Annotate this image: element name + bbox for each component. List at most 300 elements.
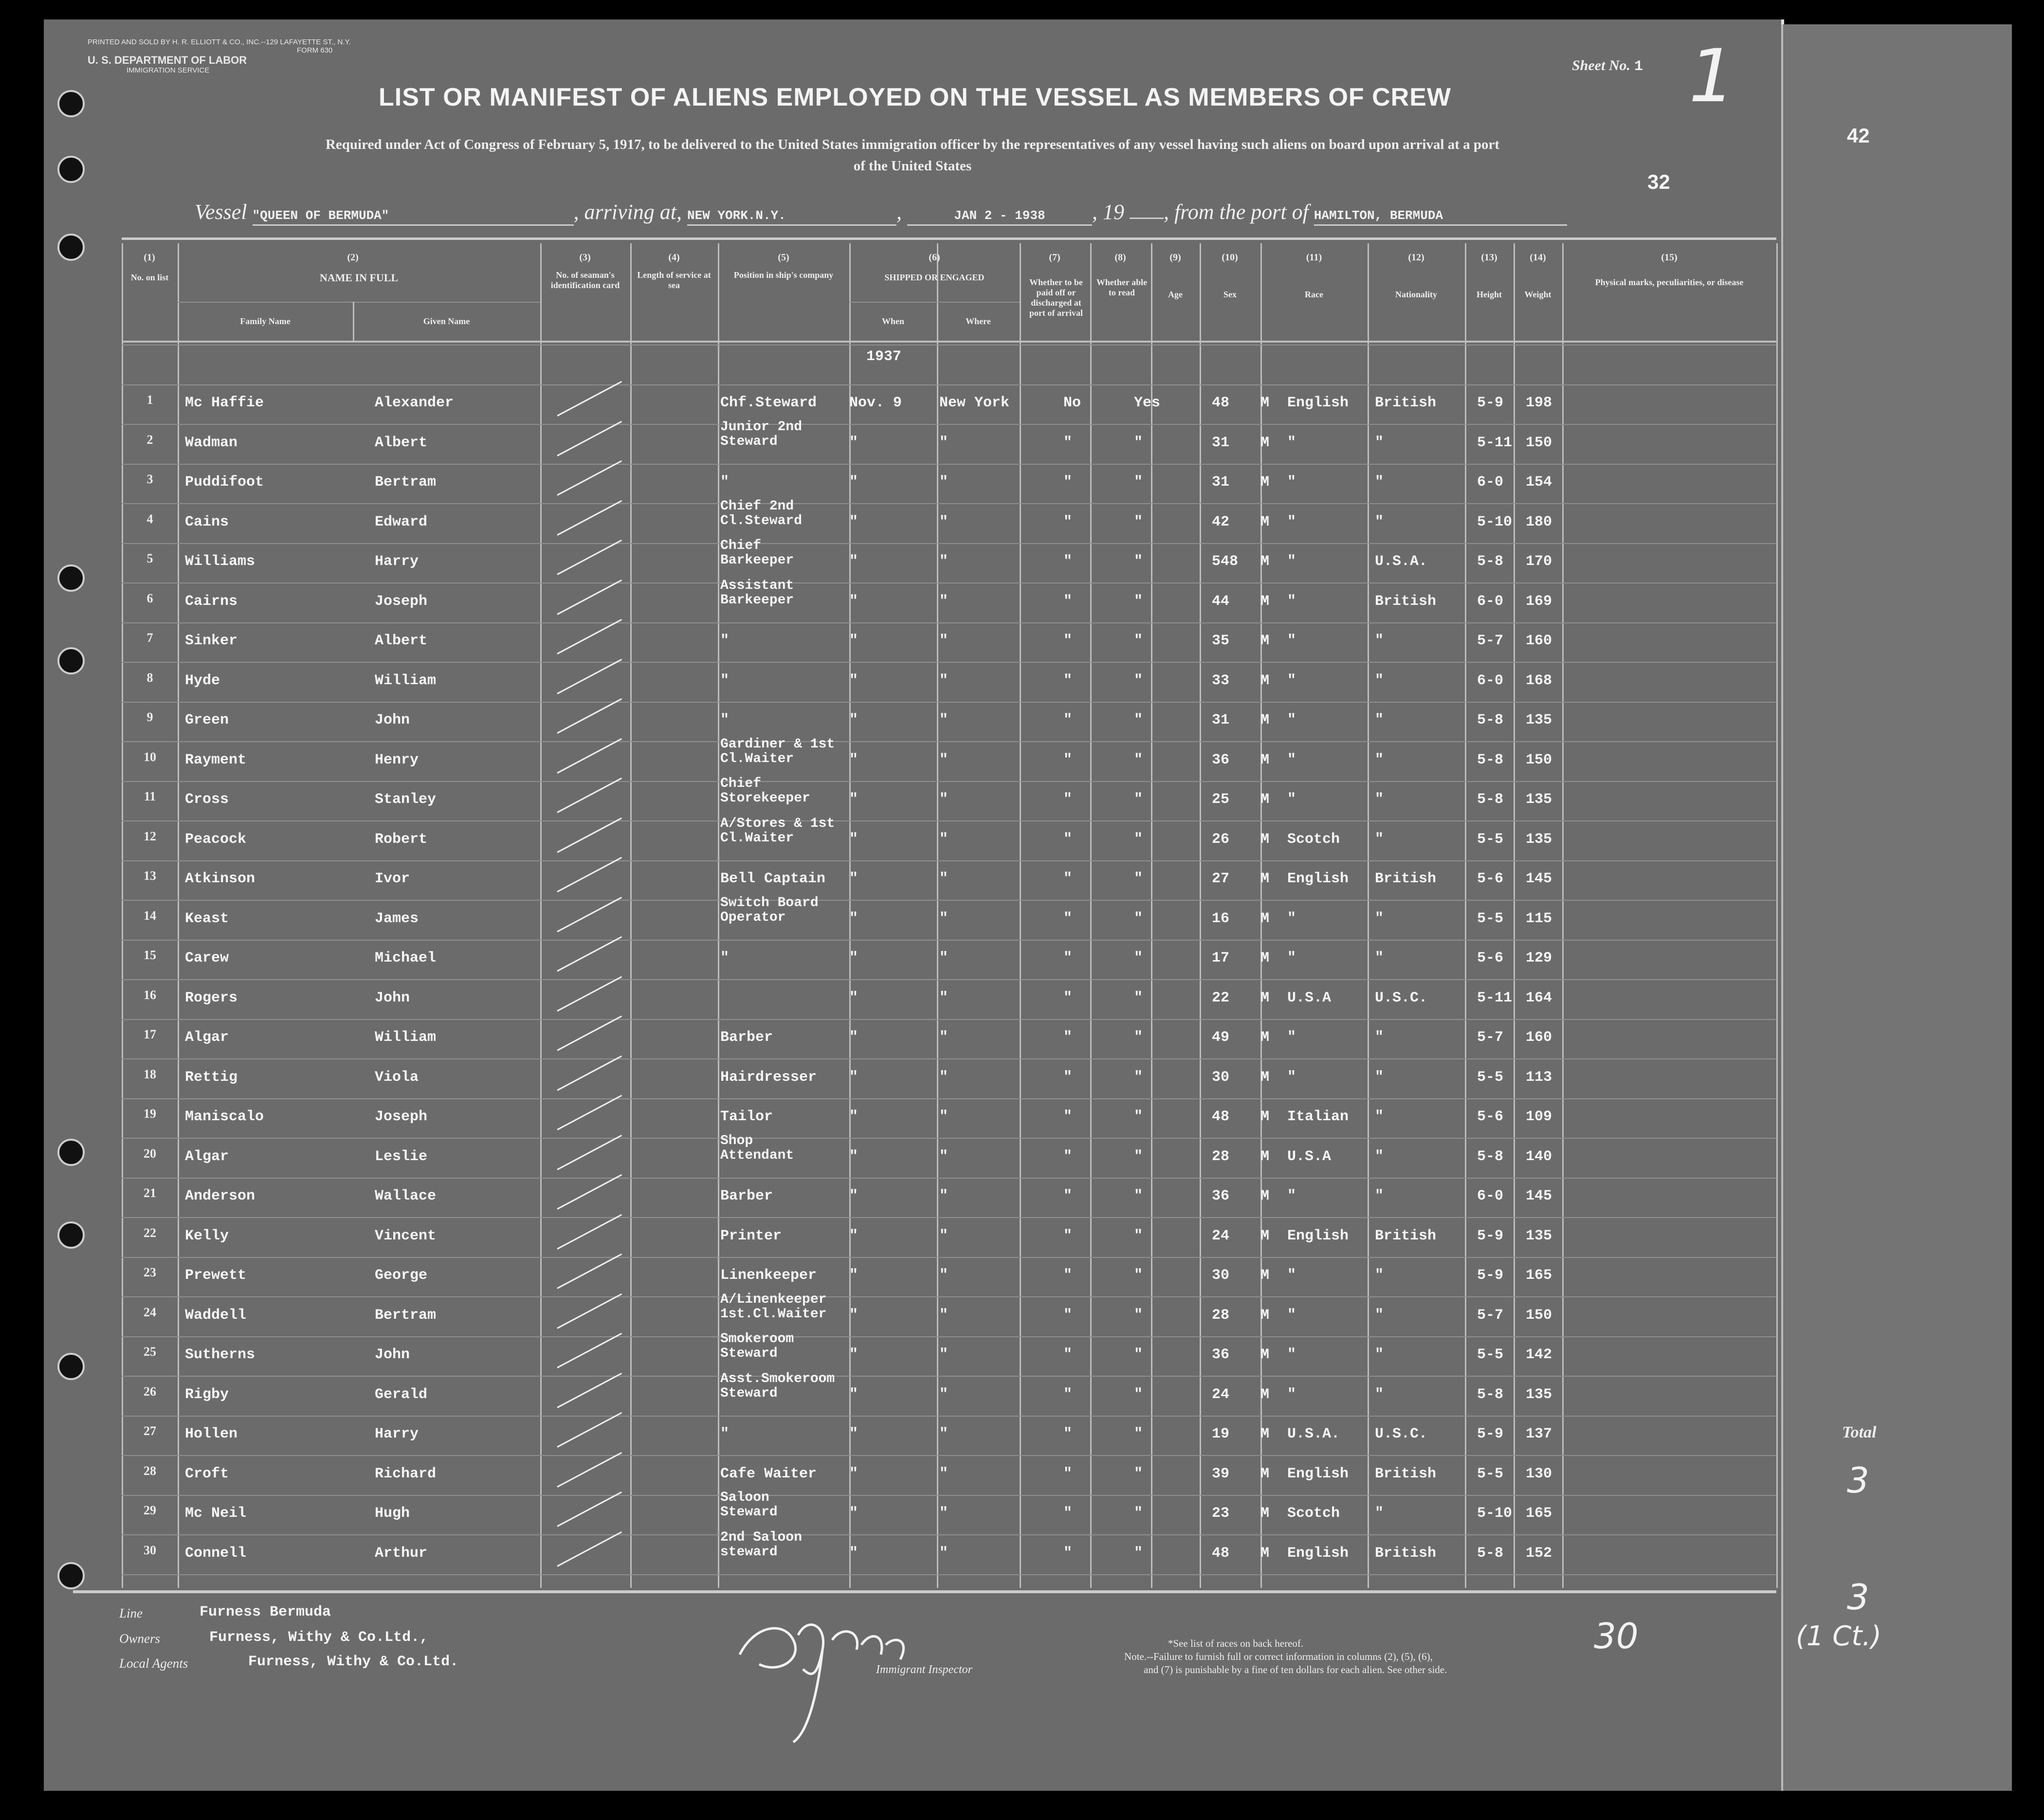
where-cell: " xyxy=(939,1188,949,1204)
paid-off-cell: " xyxy=(1063,910,1073,927)
height-cell: 5-9 xyxy=(1477,1426,1504,1442)
age-cell: 27 xyxy=(1212,871,1230,887)
position-cell-line-2: steward xyxy=(720,1544,778,1560)
age-cell: 28 xyxy=(1212,1148,1230,1165)
table-row xyxy=(122,895,1776,947)
table-row xyxy=(122,1331,1776,1383)
column-header-name-in-full: NAME IN FULL xyxy=(319,272,399,284)
when-cell: " xyxy=(849,910,858,927)
nationality-cell: British xyxy=(1375,593,1437,610)
position-cell: Barber xyxy=(720,1029,773,1046)
family-name-cell: Hollen xyxy=(185,1426,238,1442)
column-header-family-name: Family Name xyxy=(240,316,291,326)
given-name-cell: Joseph xyxy=(375,593,428,610)
family-name-cell: Prewett xyxy=(185,1267,247,1284)
column-number: (13) xyxy=(1481,252,1497,263)
able-to-read-cell: " xyxy=(1134,791,1143,808)
from-label: , from the port of xyxy=(1163,200,1309,224)
height-cell: 5-5 xyxy=(1477,1347,1504,1363)
when-cell: " xyxy=(849,434,858,451)
race-cell: English xyxy=(1287,871,1349,887)
column-number: (9) xyxy=(1169,252,1181,263)
given-name-cell: Harry xyxy=(375,553,419,570)
given-name-cell: James xyxy=(375,910,419,927)
table-row xyxy=(122,538,1776,590)
inspector-signature xyxy=(725,1596,930,1757)
subheader-rule xyxy=(178,302,540,303)
nationality-cell: " xyxy=(1375,474,1384,491)
paid-off-cell: " xyxy=(1063,712,1073,728)
nationality-cell: " xyxy=(1375,434,1384,451)
nationality-cell: " xyxy=(1375,910,1384,927)
page-number-secondary: 32 xyxy=(1647,170,1670,193)
age-cell: 36 xyxy=(1212,1188,1230,1204)
binder-hole xyxy=(57,564,85,592)
sex-cell: M xyxy=(1260,1029,1270,1046)
row-number: 30 xyxy=(144,1543,156,1557)
race-cell: " xyxy=(1287,791,1296,808)
column-header-weight: Weight xyxy=(1524,290,1551,299)
given-name-cell: Viola xyxy=(375,1069,419,1086)
sex-cell: M xyxy=(1260,1109,1270,1125)
height-cell: 5-9 xyxy=(1477,395,1504,411)
paid-off-cell: " xyxy=(1063,474,1073,491)
sex-cell: M xyxy=(1260,791,1270,808)
row-number: 9 xyxy=(146,710,153,724)
able-to-read-cell: " xyxy=(1134,1505,1143,1522)
family-name-cell: Kelly xyxy=(185,1227,229,1244)
able-to-read-cell: " xyxy=(1134,1069,1143,1086)
able-to-read-cell: " xyxy=(1134,672,1143,689)
family-name-cell: Hyde xyxy=(185,672,220,689)
height-cell: 5-8 xyxy=(1477,1545,1504,1562)
where-cell: " xyxy=(939,553,949,570)
owners-value: Furness, Withy & Co.Ltd., xyxy=(209,1629,429,1646)
where-cell: New York xyxy=(939,395,1010,411)
nationality-cell: British xyxy=(1375,1465,1437,1482)
age-cell: 44 xyxy=(1212,593,1230,610)
table-row xyxy=(122,630,1776,670)
height-cell: 5-9 xyxy=(1477,1227,1504,1244)
table-row xyxy=(122,1264,1776,1304)
position-cell: Tailor xyxy=(720,1109,773,1125)
sex-cell: M xyxy=(1260,1426,1270,1442)
race-cell: U.S.A xyxy=(1287,1148,1332,1165)
sex-cell: M xyxy=(1260,1505,1270,1522)
given-name-cell: Michael xyxy=(375,950,437,966)
family-name-cell: Anderson xyxy=(185,1188,256,1204)
table-row xyxy=(122,1463,1776,1503)
when-cell: " xyxy=(849,791,858,808)
department-name: U. S. DEPARTMENT OF LABOR xyxy=(88,54,247,66)
family-name-cell: Atkinson xyxy=(185,871,256,887)
family-name-cell: Rogers xyxy=(185,989,238,1006)
position-cell: " xyxy=(720,712,730,728)
race-cell: " xyxy=(1287,633,1296,649)
handwritten-note: 30 xyxy=(1594,1616,1639,1656)
family-name-cell: Green xyxy=(185,712,229,728)
family-name-cell: Sinker xyxy=(185,633,238,649)
where-cell: " xyxy=(939,593,949,610)
column-header-seaman-card: No. of seaman's identification card xyxy=(550,270,620,290)
inspector-label: Immigrant Inspector xyxy=(876,1663,972,1676)
race-cell: " xyxy=(1287,1307,1296,1324)
race-cell: " xyxy=(1287,553,1296,570)
position-cell-line-1: Gardiner & 1st xyxy=(720,736,835,752)
height-cell: 5-6 xyxy=(1477,950,1504,966)
sex-cell: M xyxy=(1260,950,1270,966)
when-cell: " xyxy=(849,831,858,848)
column-number: (7) xyxy=(1049,252,1060,263)
position-cell-line-1: Switch Board xyxy=(720,895,819,910)
table-row xyxy=(122,1066,1776,1106)
position-cell: Cafe Waiter xyxy=(720,1465,817,1482)
paid-off-cell: " xyxy=(1063,672,1073,689)
weight-cell: 150 xyxy=(1526,1307,1552,1324)
when-cell: " xyxy=(849,1386,858,1403)
position-cell-line-2: Barkeeper xyxy=(720,553,794,568)
position-cell-line-1: Chief 2nd xyxy=(720,498,794,514)
row-number: 19 xyxy=(144,1107,156,1121)
race-cell: " xyxy=(1287,672,1296,689)
family-name-cell: Mc Neil xyxy=(185,1505,247,1522)
paid-off-cell: " xyxy=(1063,1227,1073,1244)
height-cell: 6-0 xyxy=(1477,1188,1504,1204)
table-row xyxy=(122,392,1776,435)
column-number: (12) xyxy=(1408,252,1424,263)
sex-cell: M xyxy=(1260,1386,1270,1403)
height-cell: 5-7 xyxy=(1477,1307,1504,1324)
row-number: 22 xyxy=(144,1225,156,1240)
row-number: 25 xyxy=(144,1345,156,1359)
position-cell-line-1: Junior 2nd xyxy=(720,419,803,435)
position-cell-line-2: Barkeeper xyxy=(720,592,794,608)
when-cell: " xyxy=(849,1029,858,1046)
row-number: 24 xyxy=(144,1305,156,1319)
age-cell: 49 xyxy=(1212,1029,1230,1046)
sheet-label: Sheet No. xyxy=(1572,57,1630,73)
when-cell: " xyxy=(849,1267,858,1284)
when-cell: " xyxy=(849,672,858,689)
weight-cell: 180 xyxy=(1526,513,1552,530)
given-name-cell: William xyxy=(375,672,437,689)
vessel-line: Vessel "QUEEN OF BERMUDA" , arriving at, NEW YORK.N.Y. , JAN 2 - 1938 , 19 , from the port of HAMILTON, BERMUDA xyxy=(195,200,1567,226)
able-to-read-cell: " xyxy=(1134,1545,1143,1562)
race-cell: " xyxy=(1287,1347,1296,1363)
service-name: IMMIGRATION SERVICE xyxy=(127,66,210,74)
form-number: FORM 630 xyxy=(297,46,333,55)
printer-line: PRINTED AND SOLD BY H. R. ELLIOTT & CO., INC.--129 LAFAYETTE ST., N.Y. xyxy=(88,38,351,46)
able-to-read-cell: " xyxy=(1134,989,1143,1006)
position-cell-line-1: Asst.Smokeroom xyxy=(720,1371,835,1386)
row-number: 3 xyxy=(146,472,153,486)
when-cell: " xyxy=(849,513,858,530)
weight-cell: 135 xyxy=(1526,712,1552,728)
given-name-cell: John xyxy=(375,1347,410,1363)
nationality-cell: " xyxy=(1375,1347,1384,1363)
weight-cell: 135 xyxy=(1526,1227,1552,1244)
binder-hole xyxy=(57,647,85,674)
given-name-cell: Ivor xyxy=(375,871,410,887)
subtitle-line-2: of the United States xyxy=(853,158,972,174)
family-name-cell: Peacock xyxy=(185,831,247,848)
weight-cell: 135 xyxy=(1526,791,1552,808)
where-cell: " xyxy=(939,474,949,491)
footer-rule xyxy=(73,1590,1776,1593)
where-cell: " xyxy=(939,712,949,728)
given-name-cell: Robert xyxy=(375,831,428,848)
paid-off-cell: " xyxy=(1063,989,1073,1006)
subtitle-line-1: Required under Act of Congress of February 5, 1917, to be delivered to the United States immigration officer by the representatives of any vessel having such aliens on board upon arrival at a port xyxy=(325,137,1500,152)
binder-hole xyxy=(57,234,85,261)
paid-off-cell: " xyxy=(1063,831,1073,848)
age-cell: 19 xyxy=(1212,1426,1230,1442)
paid-off-cell: " xyxy=(1063,434,1073,451)
able-to-read-cell: " xyxy=(1134,1188,1143,1204)
nationality-cell: British xyxy=(1375,1545,1437,1562)
race-cell: " xyxy=(1287,474,1296,491)
able-to-read-cell: " xyxy=(1134,950,1143,966)
vessel-label: Vessel xyxy=(195,200,247,224)
where-cell: " xyxy=(939,871,949,887)
given-name-cell: Wallace xyxy=(375,1188,437,1204)
paid-off-cell: " xyxy=(1063,1188,1073,1204)
family-name-cell: Williams xyxy=(185,553,256,570)
paid-off-cell: " xyxy=(1063,1069,1073,1086)
sex-cell: M xyxy=(1260,395,1270,411)
nationality-cell: British xyxy=(1375,395,1437,411)
table-row xyxy=(122,776,1776,828)
nationality-cell: " xyxy=(1375,791,1384,808)
where-cell: " xyxy=(939,989,949,1006)
when-cell: " xyxy=(849,950,858,966)
where-cell: " xyxy=(939,633,949,649)
position-cell-line-2: Cl.Waiter xyxy=(720,751,794,766)
given-name-cell: Gerald xyxy=(375,1386,428,1403)
position-cell: " xyxy=(720,474,730,491)
weight-cell: 168 xyxy=(1526,672,1552,689)
height-cell: 5-7 xyxy=(1477,1029,1504,1046)
column-header-length-service: Length of service at sea xyxy=(637,270,711,290)
position-cell: " xyxy=(720,633,730,649)
position-cell-line-2: Cl.Waiter xyxy=(720,830,794,846)
row-number: 27 xyxy=(144,1424,156,1438)
weight-cell: 140 xyxy=(1526,1148,1552,1165)
given-name-cell: Bertram xyxy=(375,1307,437,1324)
age-cell: 30 xyxy=(1212,1267,1230,1284)
paid-off-cell: " xyxy=(1063,1465,1073,1482)
row-number: 18 xyxy=(144,1067,156,1081)
sex-cell: M xyxy=(1260,434,1270,451)
nationality-cell: " xyxy=(1375,1307,1384,1324)
table-row xyxy=(122,1292,1776,1347)
position-cell-line-1: Shop xyxy=(720,1133,753,1148)
age-cell: 26 xyxy=(1212,831,1230,848)
sex-cell: M xyxy=(1260,1227,1270,1244)
age-cell: 30 xyxy=(1212,1069,1230,1086)
nationality-cell: U.S.C. xyxy=(1375,1426,1428,1442)
position-cell-line-1: Chief xyxy=(720,538,762,553)
weight-cell: 135 xyxy=(1526,1386,1552,1403)
column-number: (3) xyxy=(579,252,591,263)
nationality-cell: " xyxy=(1375,712,1384,728)
year-cell: 1937 xyxy=(866,348,902,365)
height-cell: 5-6 xyxy=(1477,871,1504,887)
paid-off-cell: " xyxy=(1063,1148,1073,1165)
family-name-cell: Rayment xyxy=(185,751,247,768)
weight-cell: 164 xyxy=(1526,989,1552,1006)
table-row xyxy=(122,1185,1776,1225)
vessel-name: "QUEEN OF BERMUDA" xyxy=(252,208,389,223)
weight-cell: 130 xyxy=(1526,1465,1552,1482)
weight-cell: 115 xyxy=(1526,910,1552,927)
weight-cell: 109 xyxy=(1526,1109,1552,1125)
race-cell: " xyxy=(1287,1029,1296,1046)
row-number: 1 xyxy=(146,393,153,407)
owners-label: Owners xyxy=(119,1631,161,1646)
where-cell: " xyxy=(939,434,949,451)
position-cell-line-2: Steward xyxy=(720,434,778,449)
race-cell: English xyxy=(1287,395,1349,411)
agents-label: Local Agents xyxy=(119,1656,188,1671)
race-cell: " xyxy=(1287,910,1296,927)
sex-cell: M xyxy=(1260,989,1270,1006)
paid-off-cell: " xyxy=(1063,791,1073,808)
total-value-2: 3 xyxy=(1847,1577,1869,1618)
race-cell: Italian xyxy=(1287,1109,1349,1125)
position-cell: " xyxy=(720,672,730,689)
nationality-cell: " xyxy=(1375,1029,1384,1046)
sex-cell: M xyxy=(1260,593,1270,610)
paid-off-cell: " xyxy=(1063,950,1073,966)
height-cell: 5-10 xyxy=(1477,1505,1513,1522)
column-header-shipped: SHIPPED OR ENGAGED xyxy=(884,273,985,282)
able-to-read-cell: Yes xyxy=(1134,395,1161,411)
column-header-race: Race xyxy=(1305,290,1323,299)
column-header-sex: Sex xyxy=(1223,290,1237,299)
weight-cell: 170 xyxy=(1526,553,1552,570)
document-title: LIST OR MANIFEST OF ALIENS EMPLOYED ON THE VESSEL AS MEMBERS OF CREW xyxy=(379,83,1451,111)
where-cell: " xyxy=(939,1069,949,1086)
column-number: (11) xyxy=(1306,252,1322,263)
able-to-read-cell: " xyxy=(1134,1465,1143,1482)
when-cell: " xyxy=(849,1545,858,1562)
row-number: 7 xyxy=(146,631,153,645)
document-subtitle xyxy=(195,134,1630,177)
paid-off-cell: " xyxy=(1063,1029,1073,1046)
age-cell: 23 xyxy=(1212,1505,1230,1522)
family-name-cell: Croft xyxy=(185,1465,229,1482)
nationality-cell: " xyxy=(1375,950,1384,966)
given-name-cell: Bertram xyxy=(375,474,437,491)
table-row xyxy=(122,816,1776,868)
given-name-cell: Albert xyxy=(375,434,428,451)
able-to-read-cell: " xyxy=(1134,1267,1143,1284)
arriving-label: , arriving at, xyxy=(573,200,682,224)
row-number: 12 xyxy=(144,829,156,843)
race-cell: English xyxy=(1287,1545,1349,1562)
where-cell: " xyxy=(939,950,949,966)
year-label: , 19 xyxy=(1092,200,1124,224)
weight-cell: 198 xyxy=(1526,395,1552,411)
nationality-cell: U.S.C. xyxy=(1375,989,1428,1006)
weight-cell: 142 xyxy=(1526,1347,1552,1363)
total-note: (1 Ct.) xyxy=(1796,1620,1881,1652)
sex-cell: M xyxy=(1260,1545,1270,1562)
weight-cell: 160 xyxy=(1526,1029,1552,1046)
paid-off-cell: " xyxy=(1063,1307,1073,1324)
column-number: (14) xyxy=(1530,252,1546,263)
when-cell: " xyxy=(849,1465,858,1482)
race-cell: " xyxy=(1287,513,1296,530)
when-cell: " xyxy=(849,712,858,728)
paid-off-cell: " xyxy=(1063,1386,1073,1403)
when-cell: " xyxy=(849,1347,858,1363)
column-number: (5) xyxy=(778,252,789,263)
able-to-read-cell: " xyxy=(1134,1426,1143,1442)
paid-off-cell: " xyxy=(1063,553,1073,570)
where-cell: " xyxy=(939,1307,949,1324)
position-cell-line-1: Saloon xyxy=(720,1490,769,1505)
height-cell: 5-8 xyxy=(1477,791,1504,808)
given-name-cell: John xyxy=(375,712,410,728)
when-cell: " xyxy=(849,1227,858,1244)
position-cell-line-1: 2nd Saloon xyxy=(720,1529,803,1545)
when-cell: " xyxy=(849,1426,858,1442)
position-cell-line-2: Cl.Steward xyxy=(720,513,803,528)
able-to-read-cell: " xyxy=(1134,434,1143,451)
position-cell-line-2: Operator xyxy=(720,910,786,925)
when-cell: " xyxy=(849,633,858,649)
position-cell: Barber xyxy=(720,1188,773,1204)
age-cell: 33 xyxy=(1212,672,1230,689)
total-value-1: 3 xyxy=(1847,1460,1869,1501)
nationality-cell: British xyxy=(1375,1227,1437,1244)
age-cell: 17 xyxy=(1212,950,1230,966)
age-cell: 35 xyxy=(1212,633,1230,649)
where-cell: " xyxy=(939,1426,949,1442)
height-cell: 5-10 xyxy=(1477,513,1513,530)
paid-off-cell: " xyxy=(1063,593,1073,610)
binder-hole xyxy=(57,1353,85,1380)
row-number: 16 xyxy=(144,987,156,1002)
nationality-cell: " xyxy=(1375,1386,1384,1403)
table-top-rule xyxy=(122,237,1776,240)
given-name-cell: Richard xyxy=(375,1465,437,1482)
weight-cell: 154 xyxy=(1526,474,1552,491)
height-cell: 5-8 xyxy=(1477,1148,1504,1165)
position-cell-line-2: Attendant xyxy=(720,1147,794,1163)
able-to-read-cell: " xyxy=(1134,474,1143,491)
when-cell: " xyxy=(849,1109,858,1125)
race-cell: " xyxy=(1287,1267,1296,1284)
header-rule xyxy=(122,341,1776,343)
binder-hole xyxy=(57,1139,85,1166)
position-cell: " xyxy=(720,950,730,966)
age-cell: 31 xyxy=(1212,712,1230,728)
position-cell-line-1: Smokeroom xyxy=(720,1331,794,1347)
able-to-read-cell: " xyxy=(1134,633,1143,649)
given-name-cell: Joseph xyxy=(375,1109,428,1125)
nationality-cell: " xyxy=(1375,1069,1384,1086)
column-rule xyxy=(1776,243,1778,1588)
position-cell: Chf.Steward xyxy=(720,395,817,411)
column-number: (2) xyxy=(347,252,359,263)
when-cell: " xyxy=(849,1188,858,1204)
age-cell: 36 xyxy=(1212,751,1230,768)
position-cell: Printer xyxy=(720,1227,782,1244)
nationality-cell: " xyxy=(1375,1109,1384,1125)
